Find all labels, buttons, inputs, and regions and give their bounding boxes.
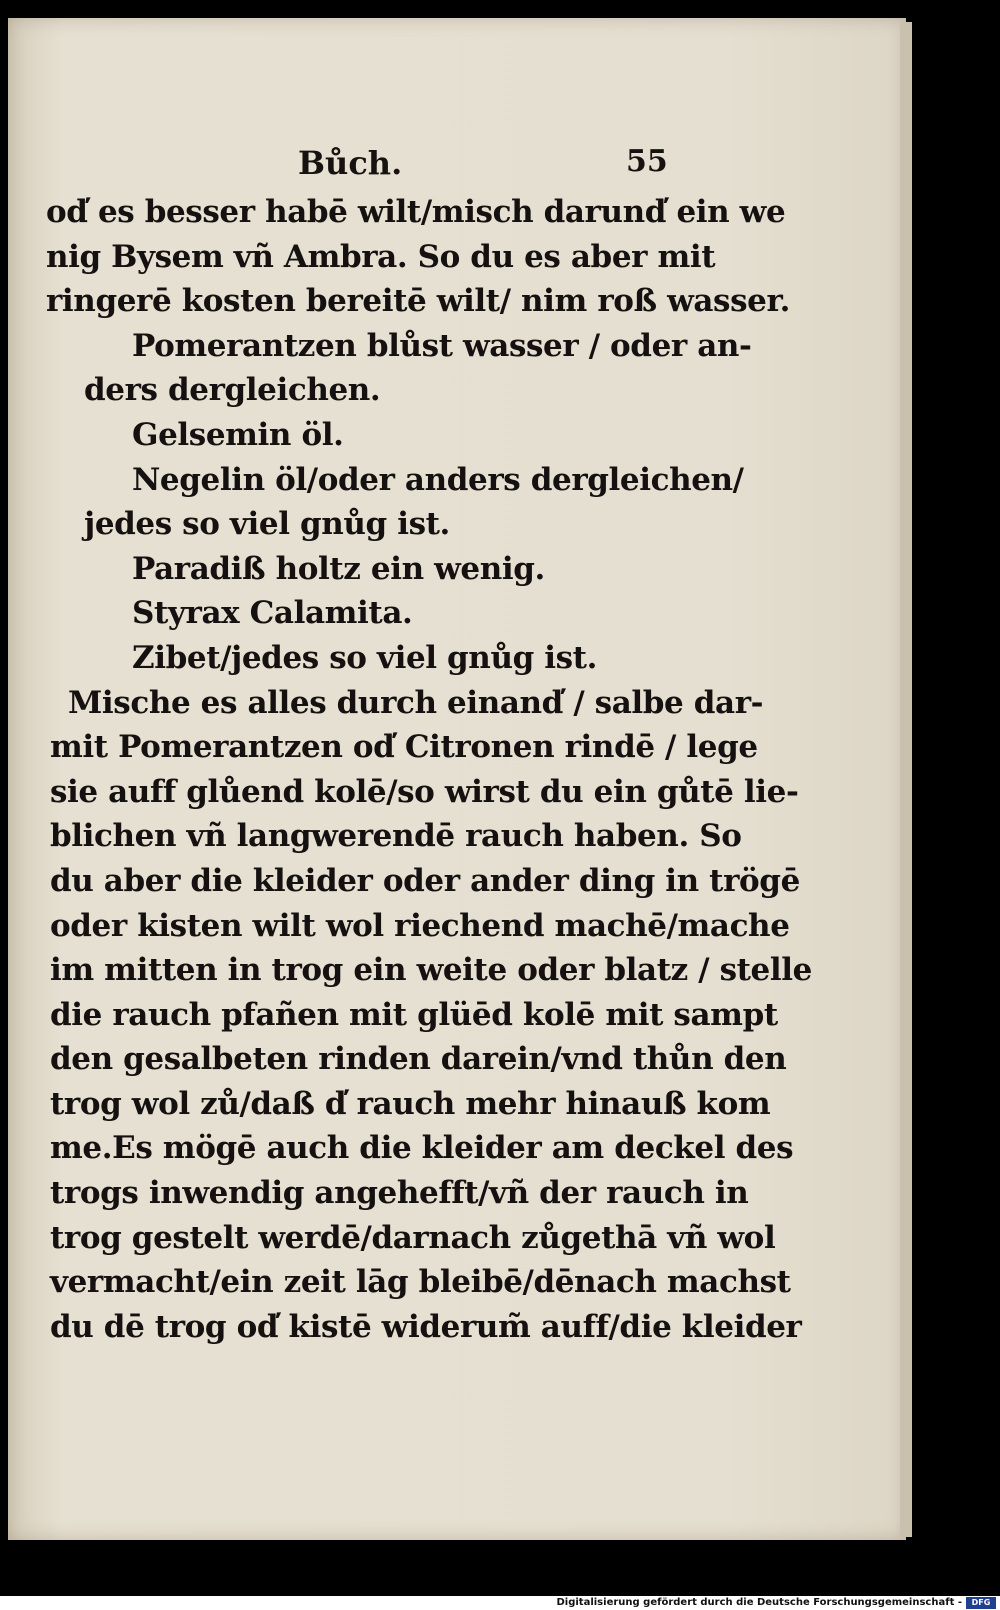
text-line: oder kisten wilt wol riechend machē/mache [50, 907, 790, 944]
book-page [8, 18, 906, 1540]
text-line: nig Bysem vñ Ambra. So du es aber mit [46, 238, 716, 275]
text-line: Pomerantzen blůst wasser / oder an- [132, 327, 752, 364]
text-line: blichen vñ langwerendē rauch haben. So [50, 818, 742, 855]
text-line: die rauch pfañen mit glüēd kolē mit sampt [50, 996, 778, 1033]
text-line: Gelsemin öl. [132, 416, 344, 453]
text-line: ders dergleichen. [84, 372, 381, 409]
text-line: Zibet/jedes so viel gnůg ist. [132, 639, 597, 676]
text-line: vermacht/ein zeit lāg bleibē/dēnach machst [50, 1264, 791, 1301]
running-head: Bůch. [298, 144, 403, 182]
text-line: du aber die kleider oder ander ding in trögē [50, 862, 800, 899]
text-line: sie auff glůend kolē/so wirst du ein gůtē lie- [50, 773, 799, 810]
text-line: den gesalbeten rinden darein/vnd thůn den [50, 1041, 787, 1078]
page-edge [900, 22, 912, 1537]
text-line: me.Es mögē auch die kleider am deckel des [50, 1130, 794, 1167]
dfg-logo: DFG [966, 1597, 996, 1609]
text-block [46, 190, 812, 1349]
footer-credit: Digitalisierung gefördert durch die Deutsche Forschungsgemeinschaft - [556, 1597, 962, 1608]
text-line: mit Pomerantzen od̕ Citronen rindē / lege [50, 729, 758, 766]
text-line: ringerē kosten bereitē wilt/ nim roß wasser. [46, 283, 790, 320]
text-line: od̕ es besser habē wilt/misch darund̕ ein we [46, 194, 786, 230]
text-line: Negelin öl/oder anders dergleichen/ [132, 461, 744, 498]
text-line: du dē trog od̕ kistē widerum̃ auff/die kleider [50, 1308, 802, 1345]
text-line: Paradiß holtz ein wenig. [132, 550, 545, 587]
text-line: jedes so viel gnůg ist. [84, 506, 450, 543]
text-line: Styrax Calamita. [132, 595, 413, 632]
text-line: Mische es alles durch einand̕ / salbe dar- [68, 684, 764, 721]
page-header [8, 126, 906, 182]
text-line: trog gestelt werdē/darnach zůgethā vñ wol [50, 1219, 776, 1256]
text-line: im mitten in trog ein weite oder blatz / stelle [50, 952, 812, 989]
digitization-footer [0, 1596, 1000, 1610]
text-line: trog wol zů/daß d̕ rauch mehr hinauß kom [50, 1085, 771, 1122]
text-line: trogs inwendig angehefft/vñ der rauch in [50, 1175, 749, 1212]
page-number: 55 [626, 144, 668, 179]
